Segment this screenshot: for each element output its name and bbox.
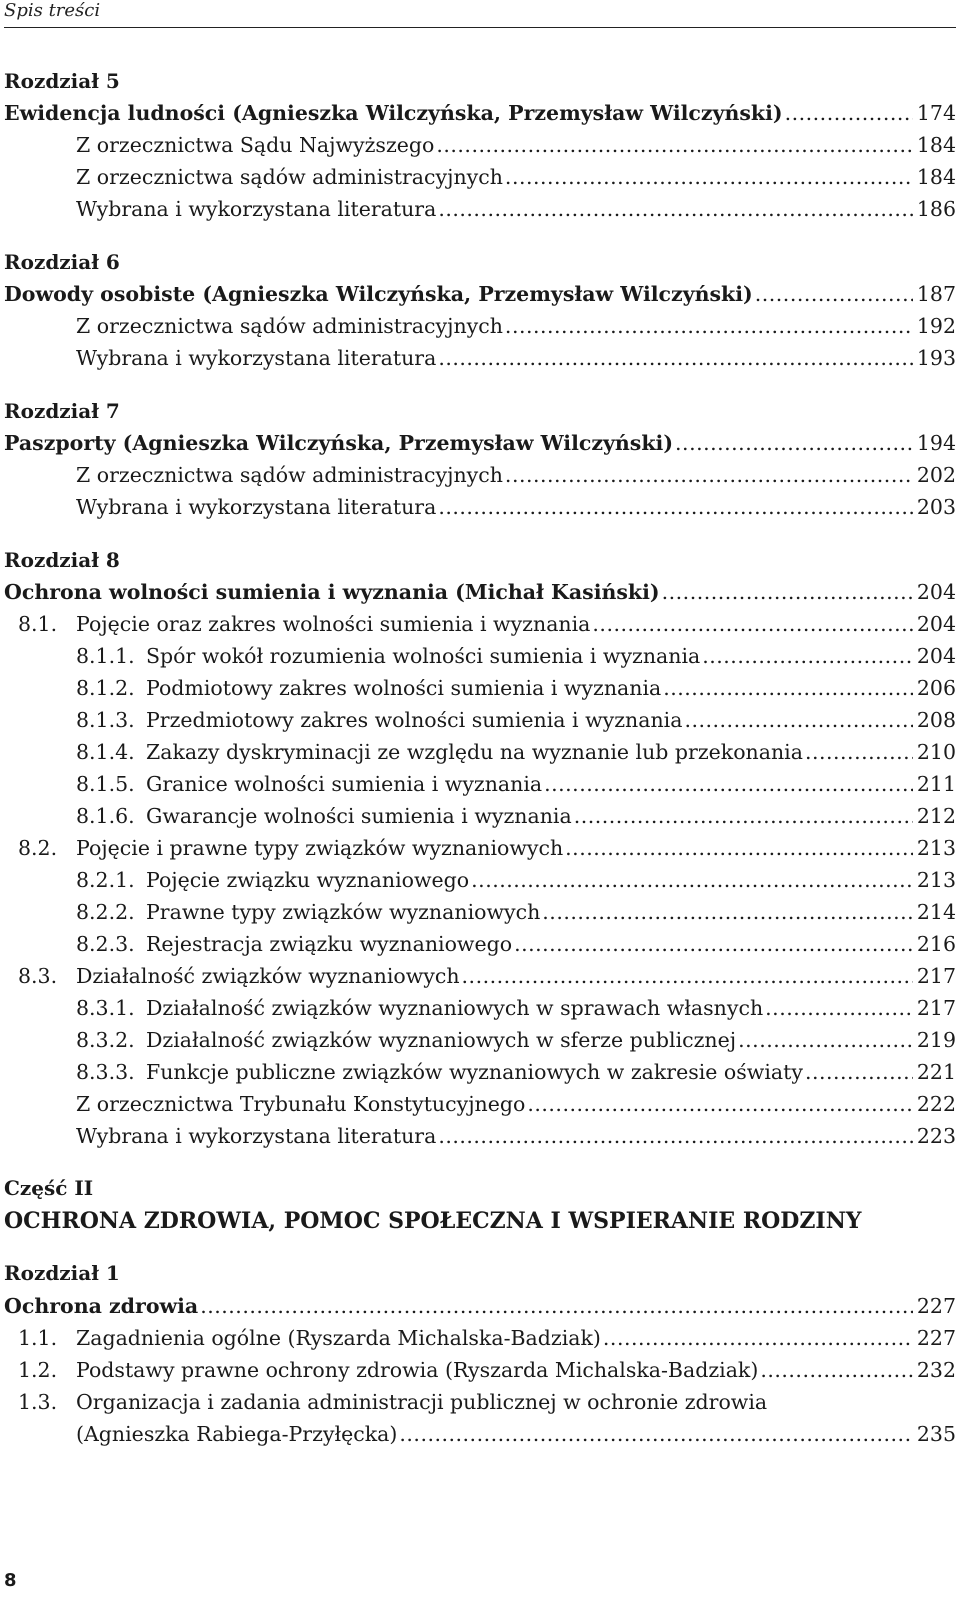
dot-leader [663, 676, 913, 700]
entry-page: 204 [916, 644, 956, 668]
entry-title: Rejestracja związku wyznaniowego [146, 932, 513, 956]
entry-title: Z orzecznictwa Sądu Najwyższego [76, 133, 435, 157]
dot-leader [755, 282, 913, 306]
dot-leader [438, 197, 913, 221]
entry-title: Podstawy prawne ochrony zdrowia (Ryszarda Michalska-Badziak) [76, 1358, 759, 1382]
entry-number: 8.2.2. [76, 900, 135, 924]
toc-entry[interactable] [4, 1092, 956, 1116]
toc-entry[interactable] [4, 165, 956, 189]
dot-leader [592, 612, 912, 636]
entry-page: 213 [916, 868, 956, 892]
entry-page: 222 [916, 1092, 956, 1116]
entry-page: 214 [916, 900, 956, 924]
entry-number: 8.1.6. [76, 804, 135, 828]
toc-entry[interactable] [4, 1390, 956, 1414]
dot-leader [684, 708, 912, 732]
entry-title: Działalność związków wyznaniowych [76, 964, 460, 988]
toc-entry[interactable] [4, 346, 956, 370]
dot-leader [462, 964, 913, 988]
toc-entry[interactable] [4, 868, 956, 892]
entry-title: Spór wokół rozumienia wolności sumienia i wyznania [146, 644, 701, 668]
entry-page: 217 [916, 964, 956, 988]
toc-entry[interactable] [4, 1326, 956, 1350]
toc-entry[interactable] [4, 282, 956, 306]
entry-title: Wybrana i wykorzystana literatura [76, 1124, 437, 1148]
entry-title: Działalność związków wyznaniowych w sprawach własnych [146, 996, 764, 1020]
entry-page: 204 [916, 580, 956, 604]
entry-number: 8.2.3. [76, 932, 135, 956]
toc-entry[interactable] [4, 612, 956, 636]
entry-page: 223 [916, 1124, 956, 1148]
dot-leader [785, 101, 913, 125]
toc-entry[interactable] [4, 1294, 956, 1318]
dot-leader [544, 772, 913, 796]
entry-page: 232 [916, 1358, 956, 1382]
toc-entry[interactable] [4, 836, 956, 860]
entry-number: 8.3.3. [76, 1060, 135, 1084]
dot-leader [505, 165, 913, 189]
entry-title: Pojęcie oraz zakres wolności sumienia i wyznania [76, 612, 591, 636]
entry-page: 213 [916, 836, 956, 860]
entry-number: 8.1.1. [76, 644, 135, 668]
entry-page: 219 [916, 1028, 956, 1052]
dot-leader [702, 644, 913, 668]
toc-entry[interactable] [4, 740, 956, 764]
entry-page: 235 [916, 1422, 956, 1446]
entry-page: 202 [916, 463, 956, 487]
entry-title: Gwarancje wolności sumienia i wyznania [146, 804, 572, 828]
toc-entry[interactable] [4, 1358, 956, 1382]
dot-leader [574, 804, 913, 828]
entry-number: 8.3. [18, 964, 58, 988]
toc-entry[interactable] [4, 708, 956, 732]
toc-entry[interactable] [4, 932, 956, 956]
entry-number: 1.3. [18, 1390, 58, 1414]
entry-number: 8.1.2. [76, 676, 135, 700]
entry-title: Działalność związków wyznaniowych w sferze publicznej [146, 1028, 737, 1052]
dot-leader [527, 1092, 913, 1116]
entry-title: Prawne typy związków wyznaniowych [146, 900, 541, 924]
dot-leader [603, 1326, 913, 1350]
entry-page: 187 [916, 282, 956, 306]
toc-entry[interactable] [4, 772, 956, 796]
entry-number: 8.1.3. [76, 708, 135, 732]
entry-number: 8.3.2. [76, 1028, 135, 1052]
entry-page: 217 [916, 996, 956, 1020]
entry-title: Wybrana i wykorzystana literatura [76, 197, 437, 221]
entry-number: 1.2. [18, 1358, 58, 1382]
toc-entry-continuation[interactable] [4, 1422, 956, 1446]
toc-entry[interactable] [4, 197, 956, 221]
entry-title: Z orzecznictwa sądów administracyjnych [76, 314, 503, 338]
dot-leader [805, 740, 913, 764]
dot-leader [738, 1028, 913, 1052]
entry-title: Z orzecznictwa sądów administracyjnych [76, 463, 503, 487]
chapter-label: Rozdział 8 [4, 548, 120, 572]
entry-title: Z orzecznictwa sądów administracyjnych [76, 165, 503, 189]
entry-title: Ochrona zdrowia [4, 1294, 199, 1318]
running-head: Spis treści [4, 0, 101, 21]
entry-title: Z orzecznictwa Trybunału Konstytucyjnego [76, 1092, 526, 1116]
dot-leader [514, 932, 913, 956]
entry-page: 211 [916, 772, 956, 796]
dot-leader [505, 314, 913, 338]
dot-leader [765, 996, 913, 1020]
dot-leader [760, 1358, 913, 1382]
toc-entry[interactable] [4, 495, 956, 519]
entry-page: 208 [916, 708, 956, 732]
dot-leader [200, 1294, 913, 1318]
entry-page: 193 [916, 346, 956, 370]
entry-title: Funkcje publiczne związków wyznaniowych w zakresie oświaty [146, 1060, 803, 1084]
dot-leader [805, 1060, 913, 1084]
part-title: OCHRONA ZDROWIA, POMOC SPOŁECZNA I WSPIERANIE RODZINY [4, 1208, 862, 1234]
entry-page: 184 [916, 133, 956, 157]
dot-leader [436, 133, 913, 157]
entry-title: Pojęcie związku wyznaniowego [146, 868, 470, 892]
page-number: 8 [4, 1570, 17, 1591]
entry-page: 212 [916, 804, 956, 828]
entry-page: 203 [916, 495, 956, 519]
toc-entry[interactable] [4, 804, 956, 828]
entry-number: 8.2.1. [76, 868, 135, 892]
dot-leader [505, 463, 913, 487]
entry-page: 227 [916, 1294, 956, 1318]
entry-title: Ochrona wolności sumienia i wyznania (Michał Kasiński) [4, 580, 660, 604]
dot-leader [662, 580, 913, 604]
entry-title: Podmiotowy zakres wolności sumienia i wyznania [146, 676, 662, 700]
toc-entry[interactable] [4, 431, 956, 455]
dot-leader [565, 836, 913, 860]
header-rule [4, 27, 956, 28]
toc-entry[interactable] [4, 463, 956, 487]
entry-page: 174 [916, 101, 956, 125]
entry-title: Organizacja i zadania administracji publicznej w ochronie zdrowia [76, 1390, 768, 1414]
entry-title: Zakazy dyskryminacji ze względu na wyznanie lub przekonania [146, 740, 803, 764]
entry-title: Paszporty (Agnieszka Wilczyńska, Przemysław Wilczyński) [4, 431, 674, 455]
entry-number: 8.1.4. [76, 740, 135, 764]
entry-page: 184 [916, 165, 956, 189]
entry-number: 8.3.1. [76, 996, 135, 1020]
toc-entry[interactable] [4, 1060, 956, 1084]
entry-title: Ewidencja ludności (Agnieszka Wilczyńska, Przemysław Wilczyński) [4, 101, 783, 125]
entry-title: Pojęcie i prawne typy związków wyznaniowych [76, 836, 564, 860]
toc-entry[interactable] [4, 996, 956, 1020]
chapter-label: Rozdział 6 [4, 250, 120, 274]
entry-title: Wybrana i wykorzystana literatura [76, 495, 437, 519]
entry-page: 206 [916, 676, 956, 700]
toc-entry[interactable] [4, 676, 956, 700]
dot-leader [438, 346, 913, 370]
chapter-label: Rozdział 1 [4, 1261, 120, 1285]
dot-leader [542, 900, 913, 924]
toc-entry[interactable] [4, 644, 956, 668]
toc-entry[interactable] [4, 101, 956, 125]
dot-leader [438, 495, 913, 519]
entry-number: 8.1. [18, 612, 58, 636]
entry-page: 216 [916, 932, 956, 956]
entry-title: Wybrana i wykorzystana literatura [76, 346, 437, 370]
chapter-label: Rozdział 5 [4, 69, 120, 93]
toc-entry[interactable] [4, 900, 956, 924]
part-label: Część II [4, 1176, 94, 1200]
entry-page: 204 [916, 612, 956, 636]
entry-title: Granice wolności sumienia i wyznania [146, 772, 543, 796]
toc-entry[interactable] [4, 580, 956, 604]
toc-entry[interactable] [4, 314, 956, 338]
entry-page: 194 [916, 431, 956, 455]
dot-leader [438, 1124, 913, 1148]
toc-entry[interactable] [4, 964, 956, 988]
entry-title: Zagadnienia ogólne (Ryszarda Michalska-Badziak) [76, 1326, 601, 1350]
entry-number: 8.1.5. [76, 772, 135, 796]
entry-page: 221 [916, 1060, 956, 1084]
entry-title: Dowody osobiste (Agnieszka Wilczyńska, Przemysław Wilczyński) [4, 282, 753, 306]
entry-title-continuation: (Agnieszka Rabiega-Przyłęcka) [76, 1422, 398, 1446]
dot-leader [471, 868, 913, 892]
toc-entry[interactable] [4, 1028, 956, 1052]
toc-entry[interactable] [4, 133, 956, 157]
entry-page: 192 [916, 314, 956, 338]
entry-page: 186 [916, 197, 956, 221]
dot-leader [399, 1422, 912, 1446]
dot-leader [675, 431, 913, 455]
entry-page: 227 [916, 1326, 956, 1350]
entry-number: 8.2. [18, 836, 58, 860]
entry-number: 1.1. [18, 1326, 58, 1350]
entry-page: 210 [916, 740, 956, 764]
chapter-label: Rozdział 7 [4, 399, 120, 423]
toc-entry[interactable] [4, 1124, 956, 1148]
entry-title: Przedmiotowy zakres wolności sumienia i wyznania [146, 708, 683, 732]
